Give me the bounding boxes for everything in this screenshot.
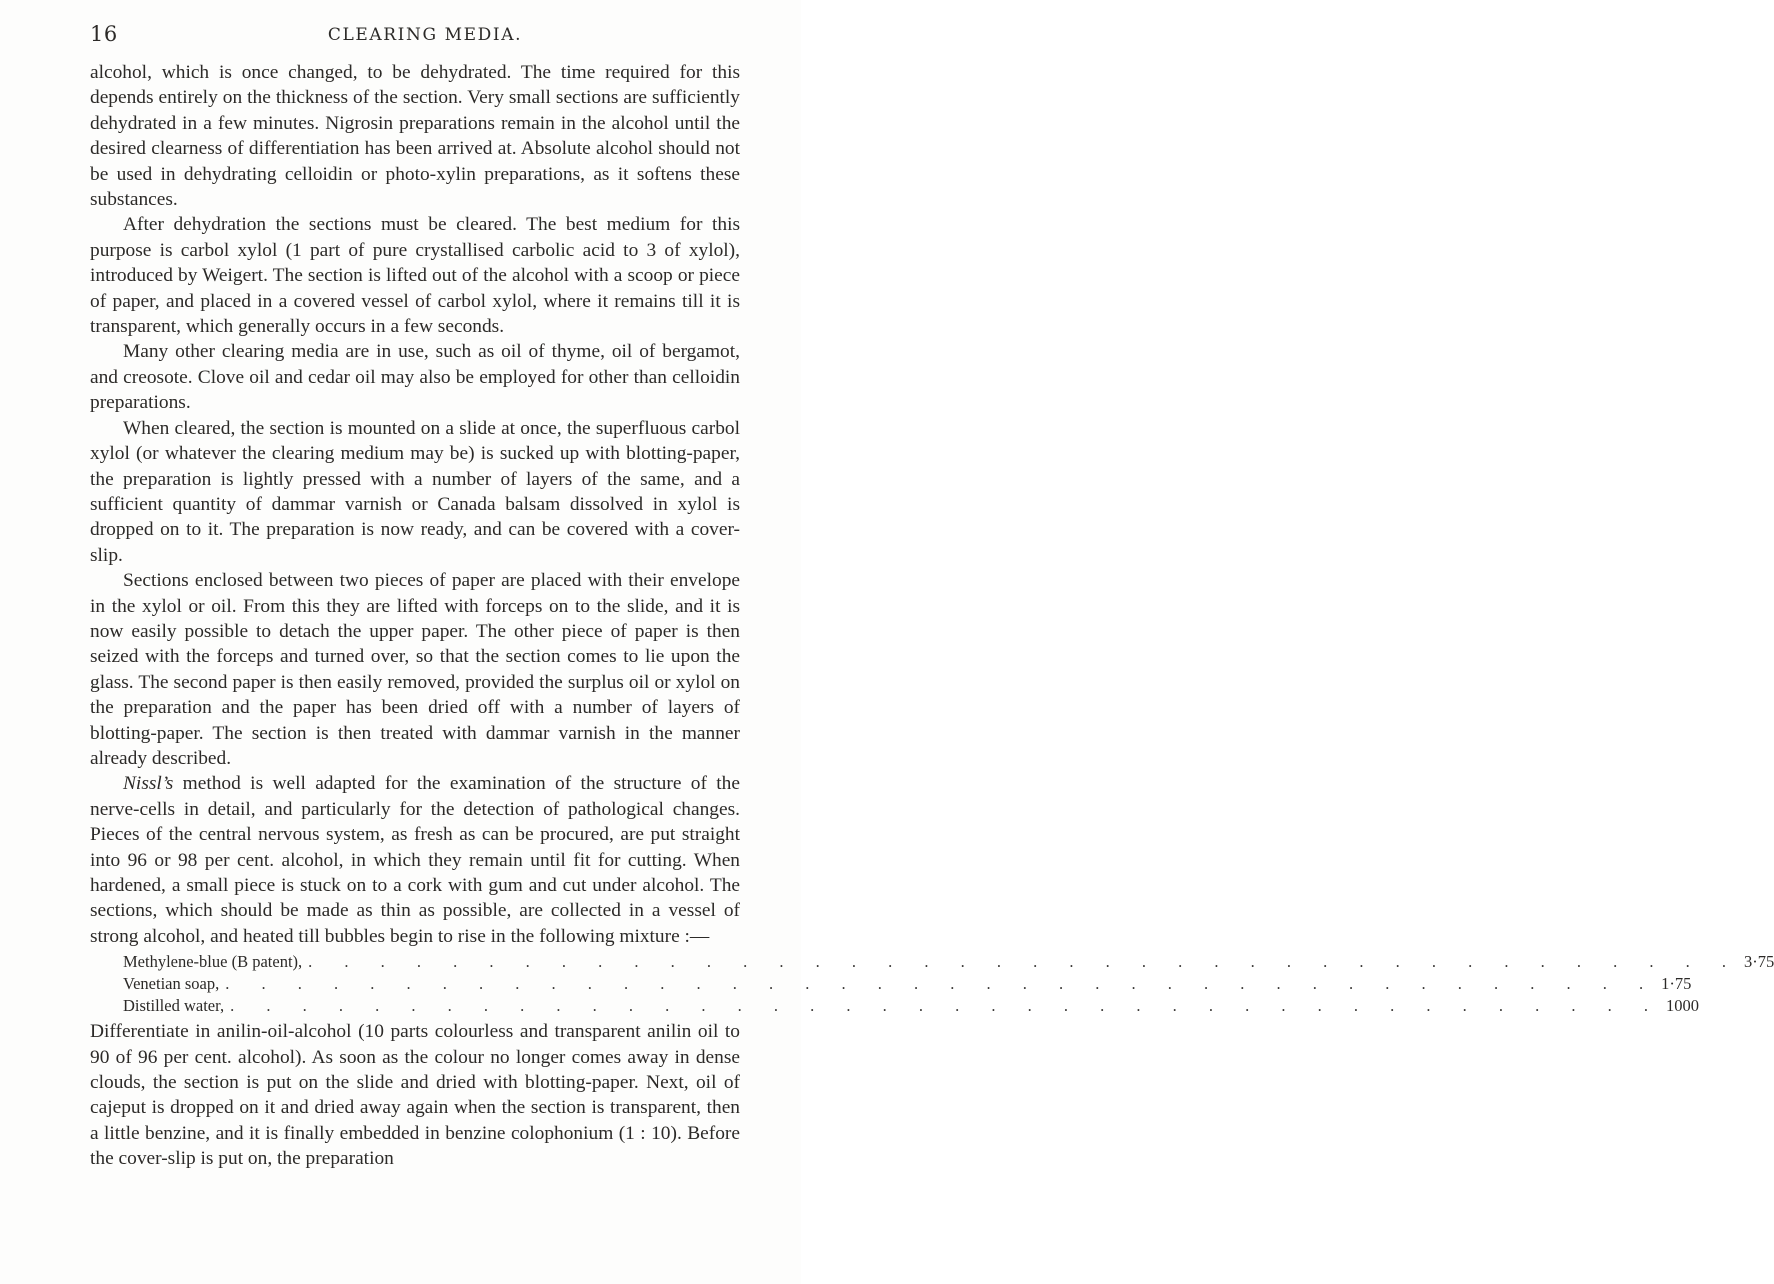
recipe-amount: 1·75 xyxy=(1661,974,1692,994)
recipe-leader-dots: . . . . . . . . . . . . . . . . . . . . . . . . . . . . . . . . . . . . . . . . xyxy=(230,996,1662,1016)
recipe-amount: 1000 xyxy=(1665,996,1699,1016)
recipe-row xyxy=(123,995,1699,1017)
paragraph-7: Differentiate in anilin-oil-alcohol (10 parts colourless and transparent anilin oil to 90 of 96 per cent. alcohol). As soon as the colour no longer comes away in dense clouds, the section is put on the slide and dried with blotting-paper. Next, oil of cajeput is dropped on it and dried away again when the section is transparent, then a little benzine, and it is finally embedded in benzine colophonium (1 : 10). Before the cover-slip is put on, the preparation xyxy=(90,1021,740,1170)
recipe-amount: 3·75 xyxy=(1744,952,1774,972)
paragraph-4: When cleared, the section is mounted on a slide at once, the superfluous carbol xylol (or whatever the clearing medium may be) is sucked up with blotting-paper, the preparation is lightly pressed with a number of layers of the same, and a sufficient quantity of dammar varnish or Canada balsam dissolved in xylol is dropped on to it. The preparation is now ready, and can be covered with a cover-slip. xyxy=(90,417,740,566)
recipe-row xyxy=(123,951,1774,973)
nissl-name: Nissl’s xyxy=(123,773,174,795)
recipe-leader-dots: . . . . . . . . . . . . . . . . . . . . . . . . . . . . . . . . . . . . . . . . xyxy=(225,974,1658,994)
running-head xyxy=(90,22,740,52)
page-number: 16 xyxy=(90,22,118,46)
recipe-ingredient: Methylene-blue (B patent), xyxy=(123,952,303,972)
paragraph-6 xyxy=(90,771,740,949)
recipe-ingredient: Venetian soap, xyxy=(123,974,220,994)
paragraph-2: After dehydration the sections must be cleared. The best medium for this purpose is carbol xylol (1 part of pure crystallised carbolic acid to 3 of xylol), introduced by Weigert. The section is lifted out of the alcohol with a scoop or piece of paper, and placed in a covered vessel of carbol xylol, where it remains till it is transparent, which generally occurs in a few seconds. xyxy=(90,214,740,338)
paragraph-1: alcohol, which is once changed, to be dehydrated. The time required for this depends entirely on the thickness of the section. Very small sections are sufficiently dehydrated in a few minutes. Nigrosin preparations remain in the alcohol until the desired clearness of differentiation has been arrived at. Absolute alcohol should not be used in dehydrating celloidin or photo-xylin preparations, as it softens these substances. xyxy=(90,62,740,211)
paragraph-6-text: method is well adapted for the examination of the structure of the nerve-cells in detail, and particularly for the detection of pathological changes. Pieces of the central nervous system, as fresh as can be procured, are put straight into 96 or 98 per cent. alcohol, in which they remain until fit for cutting. When hardened, a small piece is stuck on to a cork with gum and cut under alcohol. The sections, which should be made as thin as possible, are collected in a vessel of strong alcohol, and heated till bubbles begin to rise in the following mixture :— xyxy=(90,773,740,947)
recipe-ingredient: Distilled water, xyxy=(123,996,225,1016)
recipe-row xyxy=(123,973,1692,995)
paragraph-5: Sections enclosed between two pieces of paper are placed with their envelope in the xylol or oil. From this they are lifted with forceps on to the slide, and it is now easily possible to detach the upper paper. The other piece of paper is then seized with the forceps and turned over, so that the section comes to lie upon the glass. The second paper is then easily removed, provided the surplus oil or xylol on the preparation and the paper has been dried off with a number of layers of blotting-paper. The section is then treated with dammar varnish in the manner already described. xyxy=(90,570,740,769)
staining-recipe xyxy=(123,951,1774,1017)
recipe-leader-dots: . . . . . . . . . . . . . . . . . . . . . . . . . . . . . . . . . . . . . . . . xyxy=(308,952,1741,972)
body-text xyxy=(90,60,1774,1172)
running-title: CLEARING MEDIA. xyxy=(327,25,523,45)
paragraph-3: Many other clearing media are in use, such as oil of thyme, oil of bergamot, and creosote. Clove oil and cedar oil may also be employed for other than celloidin preparations. xyxy=(90,341,740,414)
